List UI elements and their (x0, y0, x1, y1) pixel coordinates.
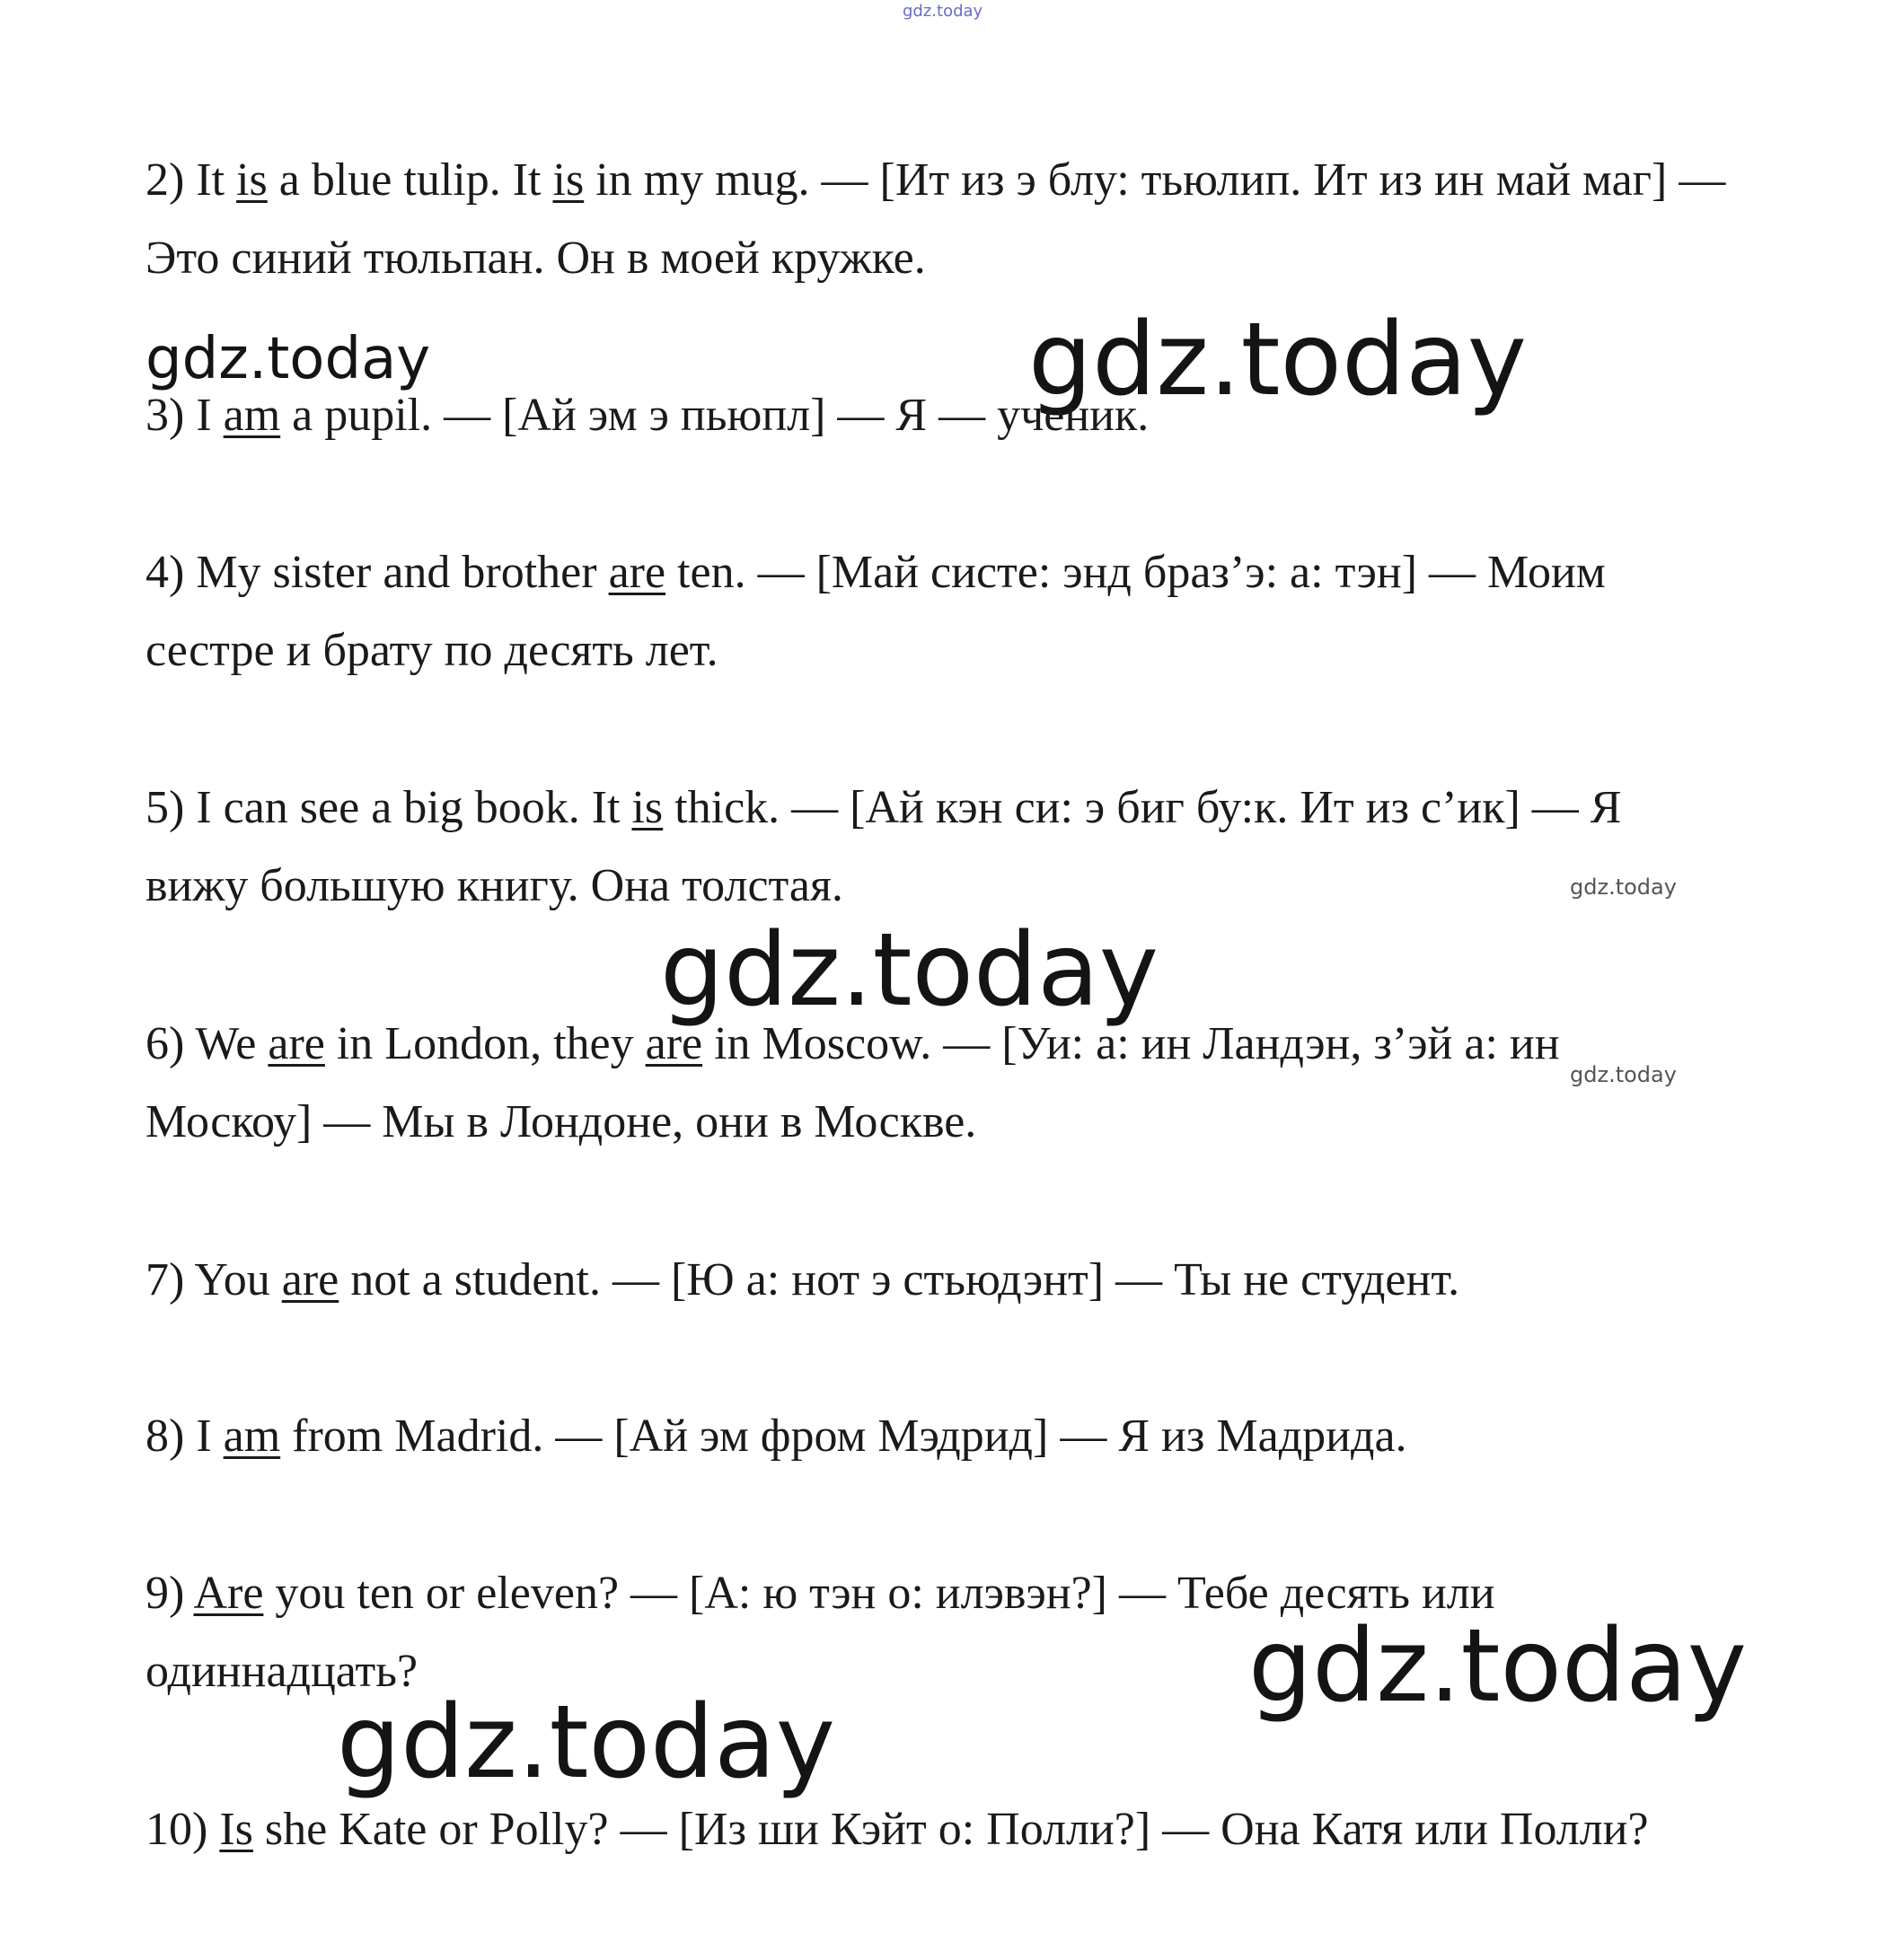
underlined-verb: is (631, 782, 664, 833)
underlined-verb: Are (193, 1568, 264, 1619)
exercise-item-10 (145, 1790, 1726, 1868)
underlined-verb: are (281, 1254, 339, 1305)
exercise-item-2 (145, 141, 1726, 297)
exercise-item-8 (145, 1397, 1726, 1475)
underlined-verb: are (268, 1018, 325, 1069)
sentence-text: from Madrid. — [Ай эм фром Мэдрид] — Я из Мадрида. (280, 1411, 1407, 1462)
sentence-text: 5) I can see a big book. It (145, 782, 632, 833)
exercise-item-7 (145, 1241, 1726, 1319)
sentence-text: 2) It (145, 154, 237, 206)
watermark: gdz.today (1028, 302, 1528, 418)
underlined-verb: is (552, 154, 585, 206)
watermark: gdz.today (1570, 1062, 1677, 1087)
sentence-text: she Kate or Polly? — [Из ши Кэйт о: Полли?] — Она Катя или Полли? (252, 1804, 1649, 1855)
sentence-text: 10) (145, 1804, 220, 1855)
exercise-item-3 (145, 376, 1726, 454)
sentence-text: 9) (145, 1568, 194, 1619)
sentence-text: not a student. — [Ю а: нот э стьюдэнт] — Ты не студент. (339, 1254, 1460, 1305)
sentence-text: 4) My sister and brother (145, 547, 609, 598)
watermark: gdz.today (1248, 1608, 1748, 1725)
sentence-text: in Moscow. — [Уи: а: ин Ландэн, з’эй а: ин Москоу] — Мы в Лондоне, они в Москве. (145, 1018, 1560, 1147)
underlined-verb: are (608, 547, 666, 598)
sentence-text: a blue tulip. It (267, 154, 553, 206)
sentence-text: 8) I (145, 1411, 224, 1462)
underlined-verb: am (223, 390, 281, 441)
watermark: gdz.today (660, 912, 1159, 1029)
underlined-verb: are (645, 1018, 703, 1069)
exercise-item-5 (145, 769, 1726, 925)
sentence-text: 6) We (145, 1018, 269, 1069)
exercise-item-6 (145, 1005, 1726, 1161)
sentence-text: ten. — [Май систе: энд браз’э: а: тэн] — Моим сестре и брату по десять лет. (145, 547, 1606, 676)
sentence-text: a pupil. — [Ай эм э пьюпл] — Я — ученик. (280, 390, 1150, 441)
watermark: gdz.today (145, 326, 431, 392)
underlined-verb: Is (219, 1804, 253, 1855)
exercise-item-4 (145, 533, 1726, 690)
watermark: gdz.today (1570, 875, 1677, 900)
underlined-verb: is (236, 154, 268, 206)
watermark: gdz.today (337, 1684, 836, 1801)
exercise-item-9 (145, 1554, 1726, 1710)
sentence-text: 7) You (145, 1254, 282, 1305)
watermark-top: gdz.today (903, 2, 983, 21)
sentence-text: you ten or eleven? — [А: ю тэн о: илэвэн?] — Тебе десять или одиннадцать? (145, 1568, 1495, 1697)
sentence-text: 3) I (145, 390, 224, 441)
sentence-text: thick. — [Ай кэн си: э биг бу:к. Ит из с’ик] — Я вижу большую книгу. Она толстая. (145, 782, 1622, 911)
underlined-verb: am (223, 1411, 281, 1462)
sentence-text: in London, they (324, 1018, 646, 1069)
sentence-text: in my mug. — [Ит из э блу: тьюлип. Ит из ин май маг] — Это синий тюльпан. Он в моей кружке. (145, 154, 1726, 284)
